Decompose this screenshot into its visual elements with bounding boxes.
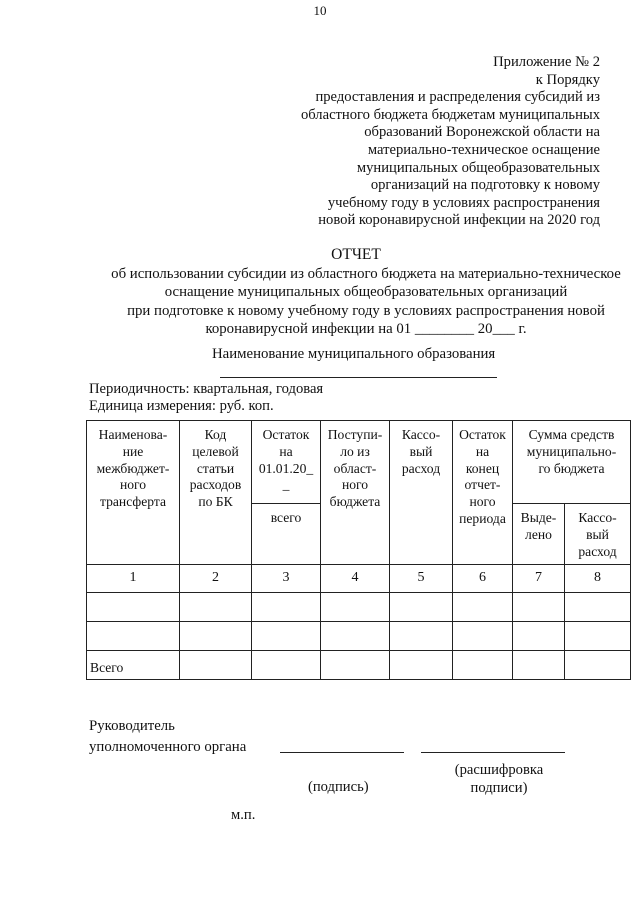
column-number: 1 [87, 565, 180, 593]
table-row [87, 593, 631, 622]
table-cell[interactable] [252, 651, 321, 680]
column-number: 7 [513, 565, 565, 593]
municipality-fill-line[interactable] [220, 377, 497, 378]
table-cell[interactable] [453, 651, 513, 680]
report-meta [89, 381, 323, 415]
total-label: Всего [87, 651, 180, 680]
table-cell[interactable] [513, 593, 565, 622]
report-title: ОТЧЕТ [331, 246, 381, 263]
header-opening-balance: Остаток на 01.01.20_ _ [252, 421, 321, 504]
header-budget-code: Код целевой статьи расходов по БК [180, 421, 252, 565]
signature-decode-line[interactable] [421, 752, 565, 753]
header-closing-balance: Остаток на конец отчет- ного периода [453, 421, 513, 565]
report-table [86, 420, 631, 680]
subtitle-line: при подготовке к новому учебному году в условиях распространения новой [127, 302, 605, 319]
table-row [87, 622, 631, 651]
column-number: 5 [390, 565, 453, 593]
table-cell[interactable] [565, 651, 631, 680]
table-cell[interactable] [390, 593, 453, 622]
column-number: 2 [180, 565, 252, 593]
table-cell[interactable] [453, 593, 513, 622]
stamp-place: м.п. [231, 807, 256, 823]
header-cash-expense: Кассо- вый расход [390, 421, 453, 565]
signature-line[interactable] [280, 752, 404, 753]
appendix-line: к Порядку [535, 71, 600, 88]
column-number-row [87, 565, 631, 593]
header-allocated: Выде- лено [513, 504, 565, 565]
appendix-line: областного бюджета бюджетам муниципальных [300, 106, 600, 123]
table-cell[interactable] [87, 593, 180, 622]
table-cell[interactable] [453, 622, 513, 651]
table-cell[interactable] [390, 651, 453, 680]
table-cell[interactable] [513, 622, 565, 651]
appendix-line: Приложение № 2 [493, 54, 600, 70]
signer-line: уполномоченного органа [89, 739, 247, 755]
total-row [87, 651, 631, 680]
municipality-label: Наименование муниципального образования [212, 346, 496, 362]
unit-of-measure: Единица измерения: руб. коп. [89, 398, 274, 414]
subtitle-line: коронавирусной инфекции на 01 ________ 20___ г. [205, 321, 527, 338]
table-cell[interactable] [513, 651, 565, 680]
appendix-line: муниципальных общеобразовательных [356, 159, 600, 176]
table-cell[interactable] [390, 622, 453, 651]
appendix-line: предоставления и распределения субсидий из [315, 89, 600, 106]
signature-caption: (подпись) [308, 779, 369, 795]
subtitle-line: об использовании субсидии из областного бюджета на материально-техническое [111, 266, 621, 282]
header-municipal-cash-expense: Кассо- вый расход [565, 504, 631, 565]
column-number: 3 [252, 565, 321, 593]
table-cell[interactable] [180, 622, 252, 651]
appendix-line: материально-техническое оснащение [367, 141, 600, 158]
appendix-line: образований Воронежской области на [364, 124, 600, 141]
table-cell[interactable] [87, 622, 180, 651]
appendix-line: организаций на подготовку к новому [370, 177, 600, 194]
subtitle-line: оснащение муниципальных общеобразовательных организаций [164, 284, 568, 301]
appendix-block [270, 54, 600, 230]
table-cell[interactable] [180, 593, 252, 622]
appendix-line: учебному году в условиях распространения [327, 194, 600, 211]
signer-line: Руководитель [89, 718, 175, 734]
table-cell[interactable] [180, 651, 252, 680]
table-cell[interactable] [321, 651, 390, 680]
header-municipal-funds: Сумма средств муниципально- го бюджета [513, 421, 631, 504]
table-cell[interactable] [252, 593, 321, 622]
column-number: 8 [565, 565, 631, 593]
table-cell[interactable] [565, 622, 631, 651]
header-transfer-name: Наименова- ние межбюджет- ного трансферта [87, 421, 180, 565]
signature-decode-caption: (расшифровка подписи) [454, 762, 544, 796]
header-received: Поступи- ло из област- ного бюджета [321, 421, 390, 565]
table-cell[interactable] [252, 622, 321, 651]
periodicity: Периодичность: квартальная, годовая [89, 381, 324, 397]
table-cell[interactable] [321, 593, 390, 622]
page-number: 10 [313, 3, 327, 18]
signer-title [89, 716, 246, 758]
table-cell[interactable] [321, 622, 390, 651]
column-number: 6 [453, 565, 513, 593]
header-total: всего [252, 504, 321, 565]
table-cell[interactable] [565, 593, 631, 622]
appendix-line: новой коронавирусной инфекции на 2020 год [318, 212, 600, 229]
column-number: 4 [321, 565, 390, 593]
report-subtitle [96, 265, 636, 339]
